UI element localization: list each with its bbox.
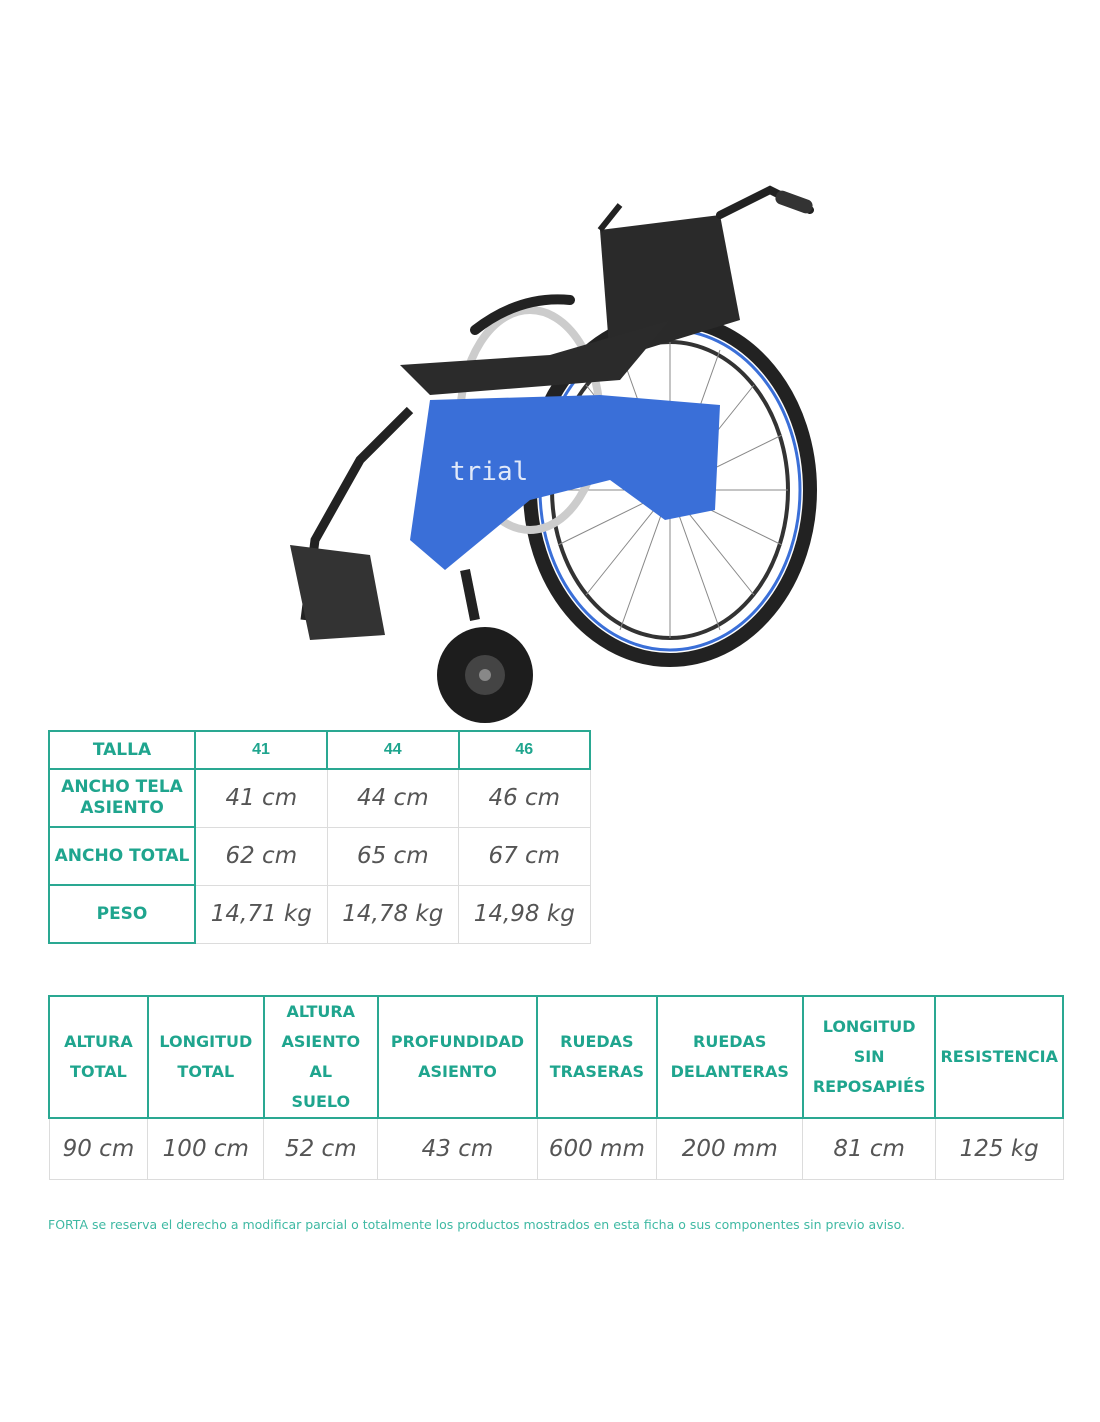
row-label: ANCHO TELA ASIENTO — [49, 769, 195, 827]
size-column-46: 46 — [459, 731, 590, 769]
table-cell: 65 cm — [327, 827, 458, 885]
row-weight — [49, 885, 590, 943]
table-cell: 100 cm — [148, 1118, 264, 1180]
sizes-header-row — [49, 731, 590, 769]
disclaimer-text: FORTA se reserva el derecho a modificar parcial o totalmente los productos mostrados en esta ficha o sus componentes sin previo aviso. — [48, 1217, 905, 1232]
size-column-44: 44 — [327, 731, 458, 769]
header-total-height: ALTURA TOTAL — [49, 996, 148, 1118]
specs-table — [48, 995, 1064, 1180]
table-cell: 81 cm — [803, 1118, 936, 1180]
table-cell: 90 cm — [49, 1118, 148, 1180]
table-cell: 43 cm — [378, 1118, 537, 1180]
sizes-table — [48, 730, 591, 944]
table-cell: 41 cm — [195, 769, 327, 827]
specs-value-row — [49, 1118, 1063, 1180]
row-seat-width — [49, 769, 590, 827]
table-cell: 14,78 kg — [327, 885, 458, 943]
table-cell: 67 cm — [459, 827, 590, 885]
table-cell: 600 mm — [537, 1118, 657, 1180]
table-cell: 14,71 kg — [195, 885, 327, 943]
specs-header-row — [49, 996, 1063, 1118]
header-seat-height: ALTURA ASIENTO AL SUELO — [264, 996, 378, 1118]
wheelchair-image — [270, 170, 830, 730]
header-resistance: RESISTENCIA — [935, 996, 1063, 1118]
table-cell: 125 kg — [935, 1118, 1063, 1180]
row-total-width — [49, 827, 590, 885]
table-cell: 200 mm — [657, 1118, 803, 1180]
row-label: PESO — [49, 885, 195, 943]
size-column-41: 41 — [195, 731, 327, 769]
table-cell: 46 cm — [459, 769, 590, 827]
header-length-without-footrest: LONGITUD SIN REPOSAPIÉS — [803, 996, 936, 1118]
header-rear-wheels: RUEDAS TRASERAS — [537, 996, 657, 1118]
header-total-length: LONGITUD TOTAL — [148, 996, 264, 1118]
table-cell: 44 cm — [327, 769, 458, 827]
svg-text:trial: trial — [450, 457, 529, 487]
table-cell: 52 cm — [264, 1118, 378, 1180]
table-cell: 14,98 kg — [459, 885, 590, 943]
size-header-label: TALLA — [49, 731, 195, 769]
row-label: ANCHO TOTAL — [49, 827, 195, 885]
header-seat-depth: PROFUNDIDAD ASIENTO — [378, 996, 537, 1118]
table-cell: 62 cm — [195, 827, 327, 885]
header-front-wheels: RUEDAS DELANTERAS — [657, 996, 803, 1118]
